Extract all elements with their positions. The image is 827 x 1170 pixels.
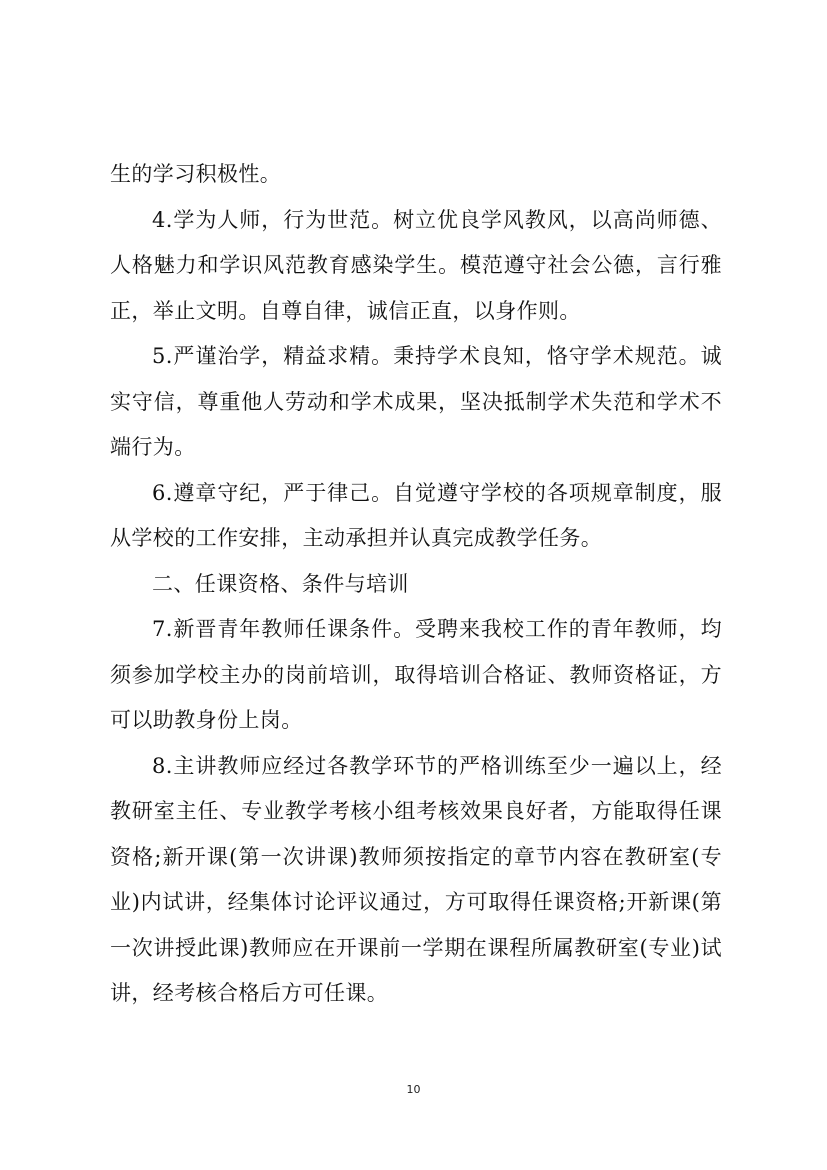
paragraph-item-7: 7.新晋青年教师任课条件。受聘来我校工作的青年教师，均须参加学校主办的岗前培训，取得培训合格证、教师资格证，方可以助教身份上岗。 [110,617,722,732]
paragraph-continuation: 生的学习积极性。 [110,162,282,186]
paragraph-item-4: 4.学为人师，行为世范。树立优良学风教风，以高尚师德、人格魅力和学识风范教育感染学生。模范遵守社会公德，言行雅正，举止文明。自尊自律，诚信正直，以身作则。 [110,207,722,323]
page-number: 10 [406,1083,421,1096]
section-heading-2: 二、任课资格、条件与培训 [152,571,409,596]
paragraph-item-8: 8.主讲教师应经过各教学环节的严格训练至少一遍以上，经教研室主任、专业教学考核小组考核效果良好者，方能取得任课资格;新开课(第一次讲课)教师须按指定的章节内容在教研室(专业)内试讲，经集体讨论评议通过，方可取得任课资格;开新课(第一次讲授此课)教师应在开课前一学期在课程所属教研室(专业)试讲，经考核合格后方可任课。 [110,753,722,1005]
paragraph-item-6: 6.遵章守纪，严于律己。自觉遵守学校的各项规章制度，服从学校的工作安排，主动承担并认真完成教学任务。 [110,480,722,550]
paragraph-item-5: 5.严谨治学，精益求精。秉持学术良知，恪守学术规范。诚实守信，尊重他人劳动和学术成果，坚决抵制学术失范和学术不端行为。 [110,344,722,459]
page-body [110,152,722,1017]
